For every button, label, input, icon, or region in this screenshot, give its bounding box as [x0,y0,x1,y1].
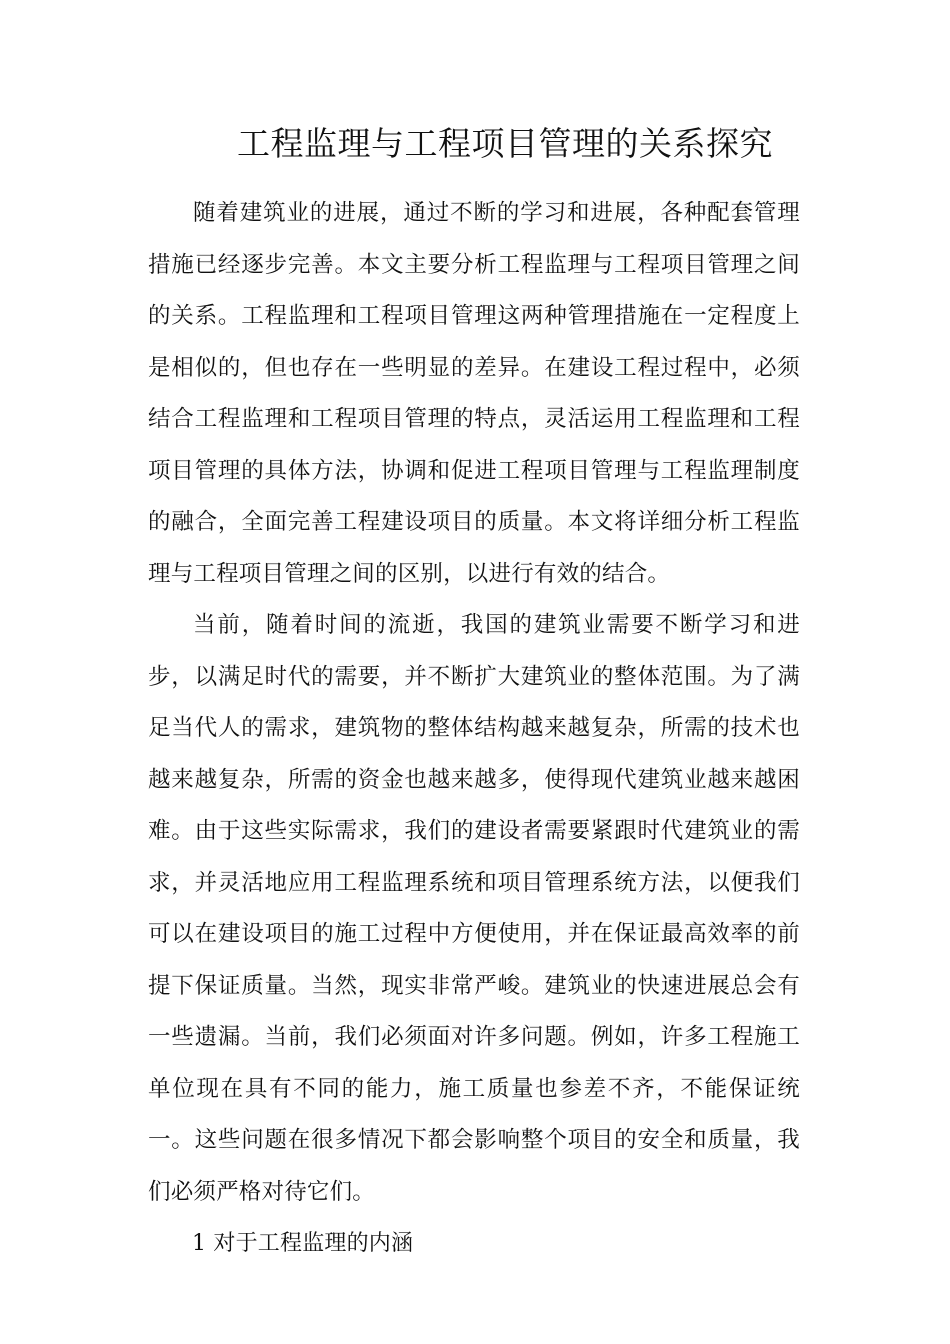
section-heading: 1 对于工程监理的内涵 [192,1231,414,1256]
paragraph-background: 当前，随着时间的流逝，我国的建筑业需要不断学习和进步，以满足时代的需要，并不断扩大建筑业的整体范围。为了满足当代人的需求，建筑物的整体结构越来越复杂，所需的技术也越来越复杂，所需的资金也越来越多，使得现代建筑业越来越困难。由于这些实际需求，我们的建设者需要紧跟时代建筑业的需求，并灵活地应用工程监理系统和项目管理系统方法，以便我们可以在建设项目的施工过程中方便使用，并在保证最高效率的前提下保证质量。当然，现实非常严峻。建筑业的快速进展总会有一些遗漏。当前，我们必须面对许多问题。例如，许多工程施工单位现在具有不同的能力，施工质量也参差不齐，不能保证统一。这些问题在很多情况下都会影响整个项目的安全和质量，我们必须严格对待它们。 [148,612,800,1205]
paragraph-intro: 随着建筑业的进展，通过不断的学习和进展，各种配套管理措施已经逐步完善。本文主要分析工程监理与工程项目管理之间的关系。工程监理和工程项目管理这两种管理措施在一定程度上是相似的，但也存在一些明显的差异。在建设工程过程中，必须结合工程监理和工程项目管理的特点，灵活运用工程监理和工程项目管理的具体方法，协调和促进工程项目管理与工程监理制度的融合，全面完善工程建设项目的质量。本文将详细分析工程监理与工程项目管理之间的区别，以进行有效的结合。 [148,200,800,587]
document-title: 工程监理与工程项目管理的关系探究 [237,124,773,163]
document-body [148,188,800,1270]
